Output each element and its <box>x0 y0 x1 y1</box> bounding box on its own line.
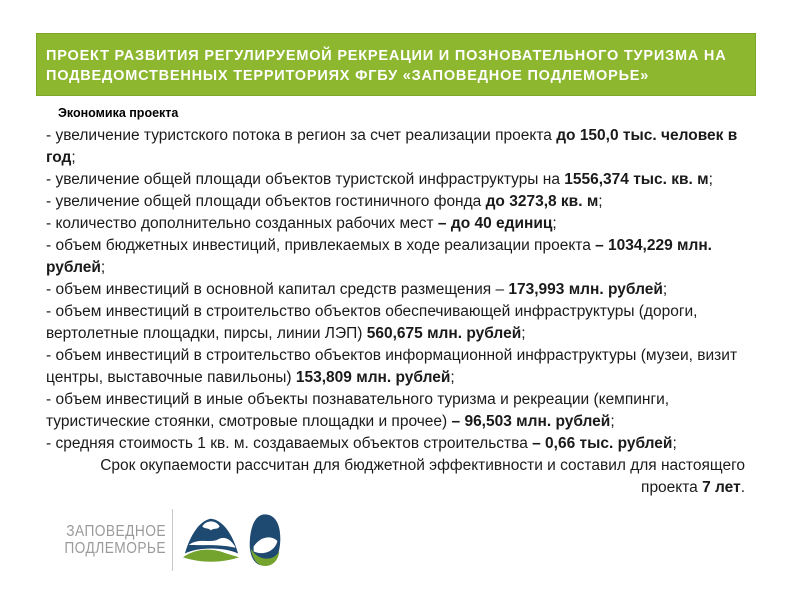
logo-text-line1: ЗАПОВЕДНОЕ <box>66 522 166 540</box>
bullet-list <box>46 125 745 499</box>
bullet-item: - объем инвестиций в строительство объектов обеспечивающей инфраструктуры (дороги, вертолетные площадки, пирсы, линии ЛЭП) 560,675 млн. рублей; <box>46 303 698 342</box>
logo-marks <box>182 512 284 568</box>
mountain-lake-icon <box>182 514 240 566</box>
slide-title <box>46 46 745 86</box>
bullet-item: - количество дополнительно созданных рабочих мест – до 40 единиц; <box>46 215 557 232</box>
logo-text <box>56 523 166 558</box>
bullet-item: - увеличение общей площади объектов туристской инфраструктуры на 1556,374 тыс. кв. м; <box>46 171 713 188</box>
bullet-item: - увеличение туристского потока в регион за счет реализации проекта до 150,0 тыс. человек в год; <box>46 127 738 166</box>
title-line: ПОДВЕДОМСТВЕННЫХ ТЕРРИТОРИЯХ ФГБУ «ЗАПОВЕДНОЕ ПОДЛЕМОРЬЕ» <box>46 68 650 84</box>
bullet-item: - объем инвестиций в иные объекты познавательного туризма и рекреации (кемпинги, туристические стоянки, смотровые площадки и прочее) – 96,503 млн. рублей; <box>46 391 670 430</box>
closing-paragraph: Срок окупаемости рассчитан для бюджетной эффективности и составил для настоящего проекта 7 лет. <box>100 457 745 496</box>
header-banner <box>36 33 756 96</box>
nerpa-seal-icon <box>246 512 284 568</box>
title-line: ПРОЕКТ РАЗВИТИЯ РЕГУЛИРУЕМОЙ РЕКРЕАЦИИ И ПОЗНОВАТЕЛЬНОГО ТУРИЗМА НА <box>46 48 727 64</box>
logo-divider <box>172 509 173 571</box>
logo-text-line2: ПОДЛЕМОРЬЕ <box>64 540 166 557</box>
section-label: Экономика проекта <box>58 106 179 120</box>
bullet-item: - объем инвестиций в строительство объектов информационной инфраструктуры (музеи, визит центры, выставочные павильоны) 153,809 млн. рублей; <box>46 347 738 386</box>
bullet-item: - объем инвестиций в основной капитал средств размещения – 173,993 млн. рублей; <box>46 281 668 298</box>
bullet-item: - увеличение общей площади объектов гостиничного фонда до 3273,8 кв. м; <box>46 193 603 210</box>
logo <box>38 506 284 574</box>
bullet-item: - средняя стоимость 1 кв. м. создаваемых объектов строительства – 0,66 тыс. рублей; <box>46 435 677 452</box>
bullet-item: - объем бюджетных инвестиций, привлекаемых в ходе реализации проекта – 1034,229 млн. рублей; <box>46 237 712 276</box>
